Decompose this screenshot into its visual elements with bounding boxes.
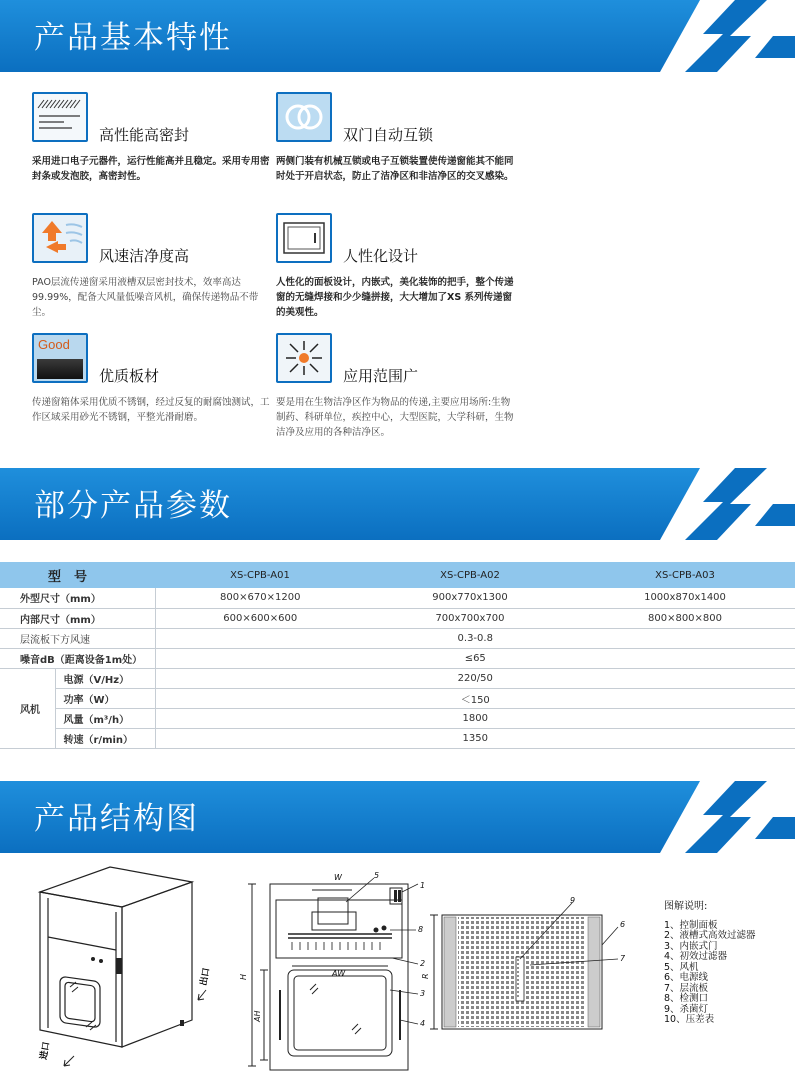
isometric-drawing [30,862,230,1071]
feature-desc: 两侧门装有机械互锁或电子互锁装置使传递窗能其不能同时处于开启状态，防止了洁净区和非洁净区的交叉感染。 [276,156,514,182]
banner-decoration [645,0,795,72]
seal-icon [32,92,88,142]
entrance-arrow-icon [64,1056,74,1066]
section-banner-params [0,468,795,540]
dim-r-label: R [421,973,430,979]
dim-aw-label: AW [332,969,346,978]
diagram-legend [664,902,756,1026]
banner-decoration [645,781,795,853]
feature-desc: PAO层流传递窗采用液槽双层密封技术，效率高达99.99%，配备大风量低噪音风机，确保传递物品不带尘。 [32,277,259,318]
callout-6: 6 [620,920,626,929]
cell: ＜150 [155,688,795,708]
good-label: Good [38,337,70,352]
legend-item: 5、风机 [664,961,699,973]
legend-item: 2、液槽式高效过滤器 [664,930,756,941]
airflow-icon [32,213,88,263]
table-row [0,628,795,648]
feature-desc: 要是用在生物洁净区作为物品的传递,主要应用场所:生物制药、科研单位，疾控中心，大型医院，大学科研，生物洁净及应用的各种洁净区。 [276,397,514,438]
feature-desc: 传递窗箱体采用优质不锈钢，经过反复的耐腐蚀测试，工作区域采用砂光不锈钢，平整光滑耐磨。 [32,397,270,423]
cell: 0.3-0.8 [155,628,795,648]
section-banner-features [0,0,795,72]
row-label: 内部尺寸（mm） [0,608,155,628]
cell: 1350 [155,728,795,748]
table-header-row [0,562,795,588]
cell: 900x770x1300 [365,588,575,608]
fan-group-label: 风机 [0,668,55,748]
feature-desc: 人性化的面板设计，内嵌式，美化装饰的把手，整个传递窗的无缝焊接和少少缝拼接，大大增加了XS 系列传递窗的美观性。 [276,277,514,318]
row-label: 功率（W） [55,688,155,708]
radiate-arrows-icon [276,333,332,383]
feature-title: 双门自动互锁 [343,126,434,144]
callout-4: 4 [420,1019,426,1028]
cell: 1800 [155,708,795,728]
model-a02: XS-CPB-A02 [365,562,575,588]
section-title: 产品结构图 [34,801,199,837]
legend-title: 图解说明: [664,901,708,912]
entrance-label: 进口 [39,1041,53,1061]
table-row [0,728,795,748]
cell: 600×600×600 [155,608,365,628]
section-banner-structure [0,781,795,853]
row-label: 风量（m³/h） [55,708,155,728]
dim-ah-label: AH [253,1010,262,1022]
feature-title: 风速洁净度高 [99,247,190,265]
section-title: 产品基本特性 [34,20,232,56]
legend-item: 4、初效过滤器 [664,951,728,962]
params-table [0,562,795,749]
banner-decoration [645,468,795,540]
feature-desc: 采用进口电子元器件，运行性能高并且稳定。采用专用密封条或发泡胶，高密封性。 [32,156,270,182]
table-row [0,648,795,668]
section-title: 部分产品参数 [34,488,232,524]
row-label: 外型尺寸（mm） [0,588,155,608]
cell: 220/50 [155,668,795,688]
row-label: 噪音dB（距离设备1m处） [0,648,155,668]
dim-w-label: W [334,873,342,882]
legend-item: 10、压差表 [664,1014,715,1025]
table-row [0,668,795,688]
cell: 700x700x700 [365,608,575,628]
model-a03: XS-CPB-A03 [575,562,795,588]
front-section-drawing [240,870,430,1070]
legend-item: 3、内嵌式门 [664,940,718,952]
callout-9: 9 [570,896,576,905]
feature-title: 应用范围广 [343,367,419,385]
exit-label: 出口 [199,967,213,987]
steel-plate [37,359,83,379]
feature-title: 优质板材 [99,367,160,385]
cell: 1000x870x1400 [575,588,795,608]
legend-item: 1、控制面板 [664,919,718,931]
legend-item: 9、杀菌灯 [664,1003,709,1015]
callout-1: 1 [420,881,426,890]
dim-h-label: H [239,973,248,980]
legend-item: 8、检测口 [664,993,709,1004]
model-label: 型 号 [0,562,155,588]
row-label: 层流板下方风速 [0,628,155,648]
callout-7: 7 [620,954,626,963]
cell: 800×670×1200 [155,588,365,608]
callout-2: 2 [420,959,426,968]
side-section-drawing [420,895,645,1045]
table-row [0,688,795,708]
cell: 800×800×800 [575,608,795,628]
exit-arrow-icon [198,990,206,1000]
legend-item: 6、电源线 [664,972,709,983]
feature-title: 高性能高密封 [99,126,190,144]
table-row [0,608,795,628]
good-material-icon [32,333,88,383]
row-label: 电源（V/Hz） [55,668,155,688]
callout-8: 8 [418,925,424,934]
table-row [0,708,795,728]
row-label: 转速（r/min） [55,728,155,748]
feature-title: 人性化设计 [343,247,419,265]
table-row [0,588,795,608]
panel-door-icon [276,213,332,263]
interlock-rings-icon [276,92,332,142]
legend-item: 7、层流板 [664,982,709,994]
callout-5: 5 [374,871,380,880]
model-a01: XS-CPB-A01 [155,562,365,588]
callout-3: 3 [420,989,426,998]
cell: ≤65 [155,648,795,668]
